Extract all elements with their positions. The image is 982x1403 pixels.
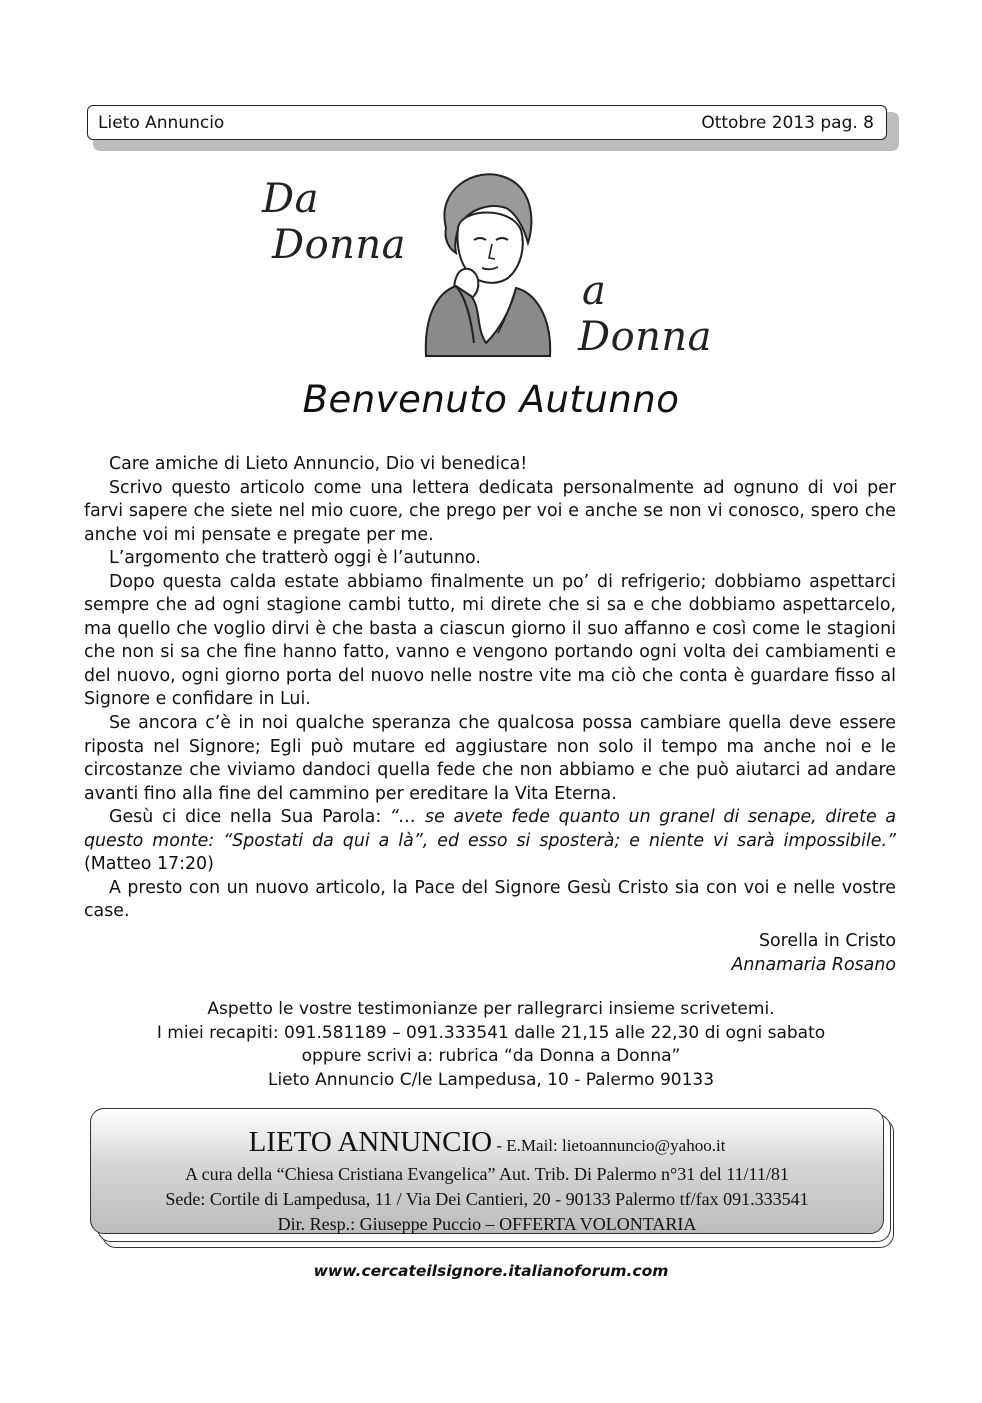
article-title: Benvenuto Autunno [302,378,680,421]
contact-column: oppure scrivi a: rubrica “da Donna a Donna” [301,1046,681,1067]
issue-date-page: Ottobre 2013 pag. 8 [701,113,874,133]
logo-word-a: a [582,268,607,314]
scripture-reference: (Matteo 17:20) [84,854,214,875]
logo-word-donna-1: Donna [272,222,407,268]
signature [732,929,896,977]
publisher-brand: LIETO ANNUNCIO [248,1126,493,1158]
paragraph-seasons: Dopo questa calda estate abbiamo finalmente un po’ di refrigerio; dobbiamo aspettarci sempre che ad ogni stagione cambi tutto, mi direte che si sa e che dobbiamo aspettarcelo, ma quello che voglio dirvi è che basta a ciascun giorno il suo affanno e così come le stagioni che non si sa che fine hanno fatto, vanno e vengono portando ogni volta dei cambiamenti e del nuovo, ogni giorno porta del nuovo nelle nostre vite ma ciò che conta è guardare fisso al Signore e confidare in Lui. [84,571,896,710]
publisher-email: - E.Mail: lietoannuncio@yahoo.it [492,1136,726,1155]
publisher-director: Dir. Resp.: Giuseppe Puccio – OFFERTA VOLONTARIA [277,1214,697,1234]
paragraph-letter: Scrivo questo articolo come una lettera dedicata personalmente ad ognuno di voi per farvi sapere che siete nel mio cuore, che prego per voi e anche se non vi conosco, spero che anche voi mi pensate e pregate per me. [84,477,896,545]
paragraph-hope: Se ancora c’è in noi qualche speranza che qualcosa possa cambiare quella deve essere riposta nel Signore; Egli può mutare ed aggiustare non solo il tempo ma anche noi e le circostanze che viviamo dandoci quella fede che non abbiamo e che può aiutarci ad andare avanti fino alla fine del cammino per ereditare la Vita Eterna. [84,713,896,804]
publisher-address: Sede: Cortile di Lampedusa, 11 / Via Dei Cantieri, 20 - 90133 Palermo tf/fax 091.333541 [165,1189,809,1209]
contact-phones: I miei recapiti: 091.581189 – 091.333541 dalle 21,15 alle 22,30 di ogni sabato [156,1022,826,1043]
scripture-intro: Gesù ci dice nella Sua Parola: [109,807,390,828]
article-body [84,453,896,924]
contact-invite: Aspetto le vostre testimonianze per rallegrarci insieme scrivetemi. [207,999,775,1019]
paragraph-scripture [84,806,896,877]
scripture-quote: “… se avete fede quanto un granel di senape, direte a questo monte: “Spostati da qui a là”, ed esso si sposterà; e niente vi sarà impossibile.” [84,807,897,851]
publisher-box [90,1108,884,1234]
signature-line: Sorella in Cristo [758,931,896,951]
logo-word-da: Da [262,176,319,222]
author-name: Annamaria Rosano [731,955,896,975]
paragraph-topic: L’argomento che tratterò oggi è l’autunno. [109,548,481,569]
page-header [87,105,887,140]
publisher-title [91,1126,883,1162]
paragraph-greeting: Care amiche di Lieto Annuncio, Dio vi benedica! [109,454,528,474]
contact-info [0,998,982,1092]
publication-name: Lieto Annuncio [98,113,225,133]
logo-word-donna-2: Donna [578,314,713,360]
woman-portrait-illustration [416,168,556,358]
website-url: www.cercateilsignore.italianoforum.com [313,1262,669,1280]
contact-address: Lieto Annuncio C/le Lampedusa, 10 - Palermo 90133 [267,1069,715,1090]
paragraph-closing: A presto con un nuovo articolo, la Pace del Signore Gesù Cristo sia con voi e nelle vostre case. [84,877,896,922]
publisher-authorization: A cura della “Chiesa Cristiana Evangelica” Aut. Trib. Di Palermo n°31 del 11/11/81 [185,1164,789,1184]
